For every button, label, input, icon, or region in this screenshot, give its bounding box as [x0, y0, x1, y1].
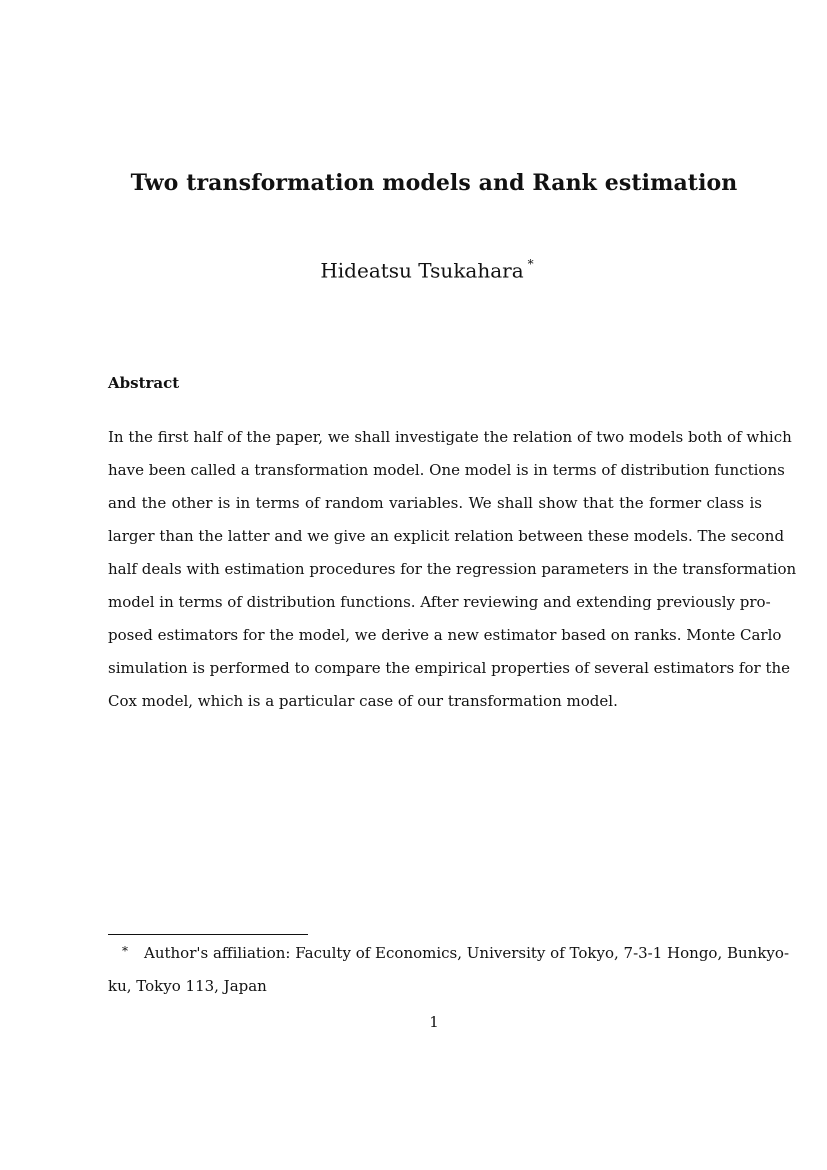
author-line [0, 252, 827, 285]
footnote [108, 937, 790, 1003]
abstract-line: model in terms of distribution functions. After reviewing and extending previously pro- [108, 593, 771, 611]
author-name: Hideatsu Tsukahara [320, 258, 524, 283]
abstract-line: larger than the latter and we give an explicit relation between these models. The second [108, 527, 785, 545]
abstract-body [108, 421, 797, 718]
abstract-line: In the first half of the paper, we shall investigate the relation of two models both of which [108, 428, 792, 446]
abstract-line: simulation is performed to compare the empirical properties of several estimators for the [108, 659, 791, 677]
author-footnote-marker: * [527, 257, 534, 271]
abstract-line: Cox model, which is a particular case of our transformation model. [108, 692, 618, 710]
abstract-line: posed estimators for the model, we derive a new estimator based on ranks. Monte Carlo [108, 626, 782, 644]
footnote-marker: * [122, 944, 128, 958]
footnote-text: Author's affiliation: Faculty of Economics, University of Tokyo, 7-3-1 Hongo, Bunkyo- [144, 944, 790, 962]
abstract-heading: Abstract [108, 374, 180, 392]
footnote-line: ku, Tokyo 113, Japan [108, 977, 267, 995]
footnote-line [108, 937, 790, 970]
paper-title: Two transformation models and Rank estimation [130, 170, 738, 196]
abstract-line: have been called a transformation model. One model is in terms of distribution functions [108, 461, 785, 479]
page-number: 1 [429, 1013, 439, 1031]
abstract-line: and the other is in terms of random variables. We shall show that the former class is [108, 494, 762, 512]
abstract-line: half deals with estimation procedures for the regression parameters in the transformation [108, 560, 797, 578]
